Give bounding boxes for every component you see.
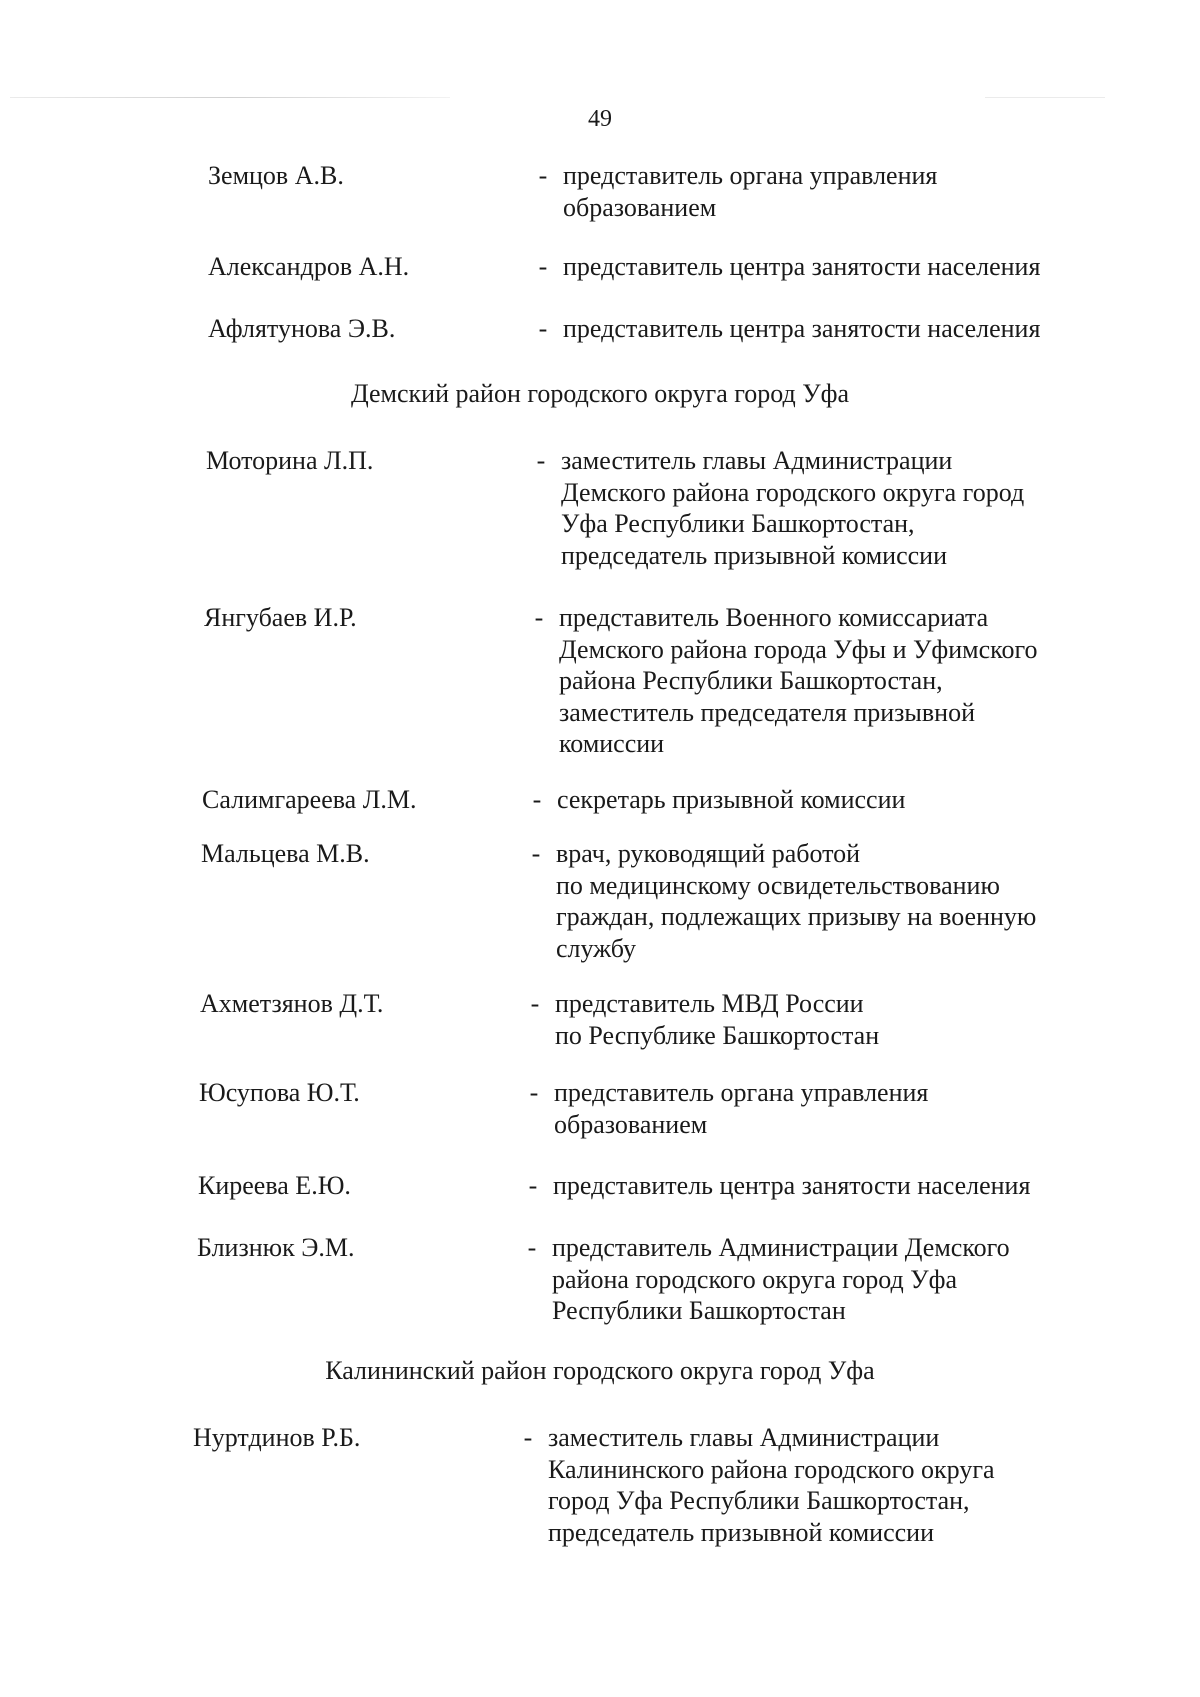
member-dash: - — [534, 603, 544, 632]
member-dash: - — [531, 839, 541, 868]
member-row — [198, 1170, 1093, 1202]
page-number: 49 — [588, 106, 612, 132]
member-dash: - — [532, 785, 542, 814]
member-name: Моторина Л.П. — [206, 446, 374, 475]
member-row — [208, 160, 1103, 223]
member-name: Нуртдинов Р.Б. — [193, 1423, 361, 1452]
member-dash: - — [527, 1233, 537, 1262]
scan-artifact-line — [10, 97, 450, 98]
member-row — [208, 313, 1103, 345]
member-dash: - — [523, 1423, 533, 1452]
member-row — [200, 988, 1095, 1051]
member-name: Мальцева М.В. — [201, 839, 370, 868]
member-name: Киреева Е.Ю. — [198, 1171, 351, 1200]
member-role: секретарь призывной комиссии — [557, 785, 906, 814]
member-role: представитель органа управления образованием — [554, 1078, 929, 1139]
member-name: Ахметзянов Д.Т. — [200, 989, 384, 1018]
member-role: заместитель главы Администрации Калининского района городского округа город Уфа Республики Башкортостан, председатель призывной комиссии — [548, 1423, 995, 1547]
member-role: представитель центра занятости населения — [553, 1171, 1031, 1200]
member-dash: - — [530, 989, 540, 1018]
member-row — [204, 602, 1099, 760]
member-role: представитель Администрации Демского района городского округа город Уфа Республики Башкортостан — [552, 1233, 1010, 1325]
member-name: Салимгареева Л.М. — [202, 785, 417, 814]
member-row — [199, 1077, 1094, 1140]
member-row — [193, 1422, 1088, 1548]
member-row — [201, 838, 1096, 964]
member-dash: - — [538, 161, 548, 190]
member-role: представитель Военного комиссариата Демского района города Уфы и Уфимского района Республики Башкортостан, заместитель председателя призывной комиссии — [559, 603, 1038, 758]
member-dash: - — [528, 1171, 538, 1200]
member-name: Александров А.Н. — [208, 252, 410, 281]
member-name: Янгубаев И.Р. — [204, 603, 357, 632]
member-role: заместитель главы Администрации Демского района городского округа город Уфа Республики Башкортостан, председатель призывной комиссии — [561, 446, 1025, 570]
member-row — [197, 1232, 1092, 1327]
member-name: Юсупова Ю.Т. — [199, 1078, 360, 1107]
member-name: Афлятунова Э.В. — [208, 314, 396, 343]
member-row — [206, 445, 1101, 571]
member-name: Близнюк Э.М. — [197, 1233, 355, 1262]
member-role: представитель центра занятости населения — [563, 314, 1041, 343]
member-name: Земцов А.В. — [208, 161, 344, 190]
member-row — [202, 784, 1097, 816]
member-dash: - — [529, 1078, 539, 1107]
section-heading: Демский район городского округа город Уфа — [350, 379, 850, 408]
member-role: представитель МВД России по Республике Башкортостан — [555, 989, 880, 1050]
member-dash: - — [538, 314, 548, 343]
member-role: представитель центра занятости населения — [563, 252, 1041, 281]
member-dash: - — [538, 252, 548, 281]
member-role: врач, руководящий работой по медицинскому освидетельствованию граждан, подлежащих призыву на военную службу — [556, 839, 1037, 963]
section-heading: Калининский район городского округа город Уфа — [325, 1356, 875, 1385]
scan-artifact-line — [985, 97, 1105, 98]
member-dash: - — [536, 446, 546, 475]
member-row — [208, 251, 1103, 283]
member-role: представитель органа управления образованием — [563, 161, 938, 222]
